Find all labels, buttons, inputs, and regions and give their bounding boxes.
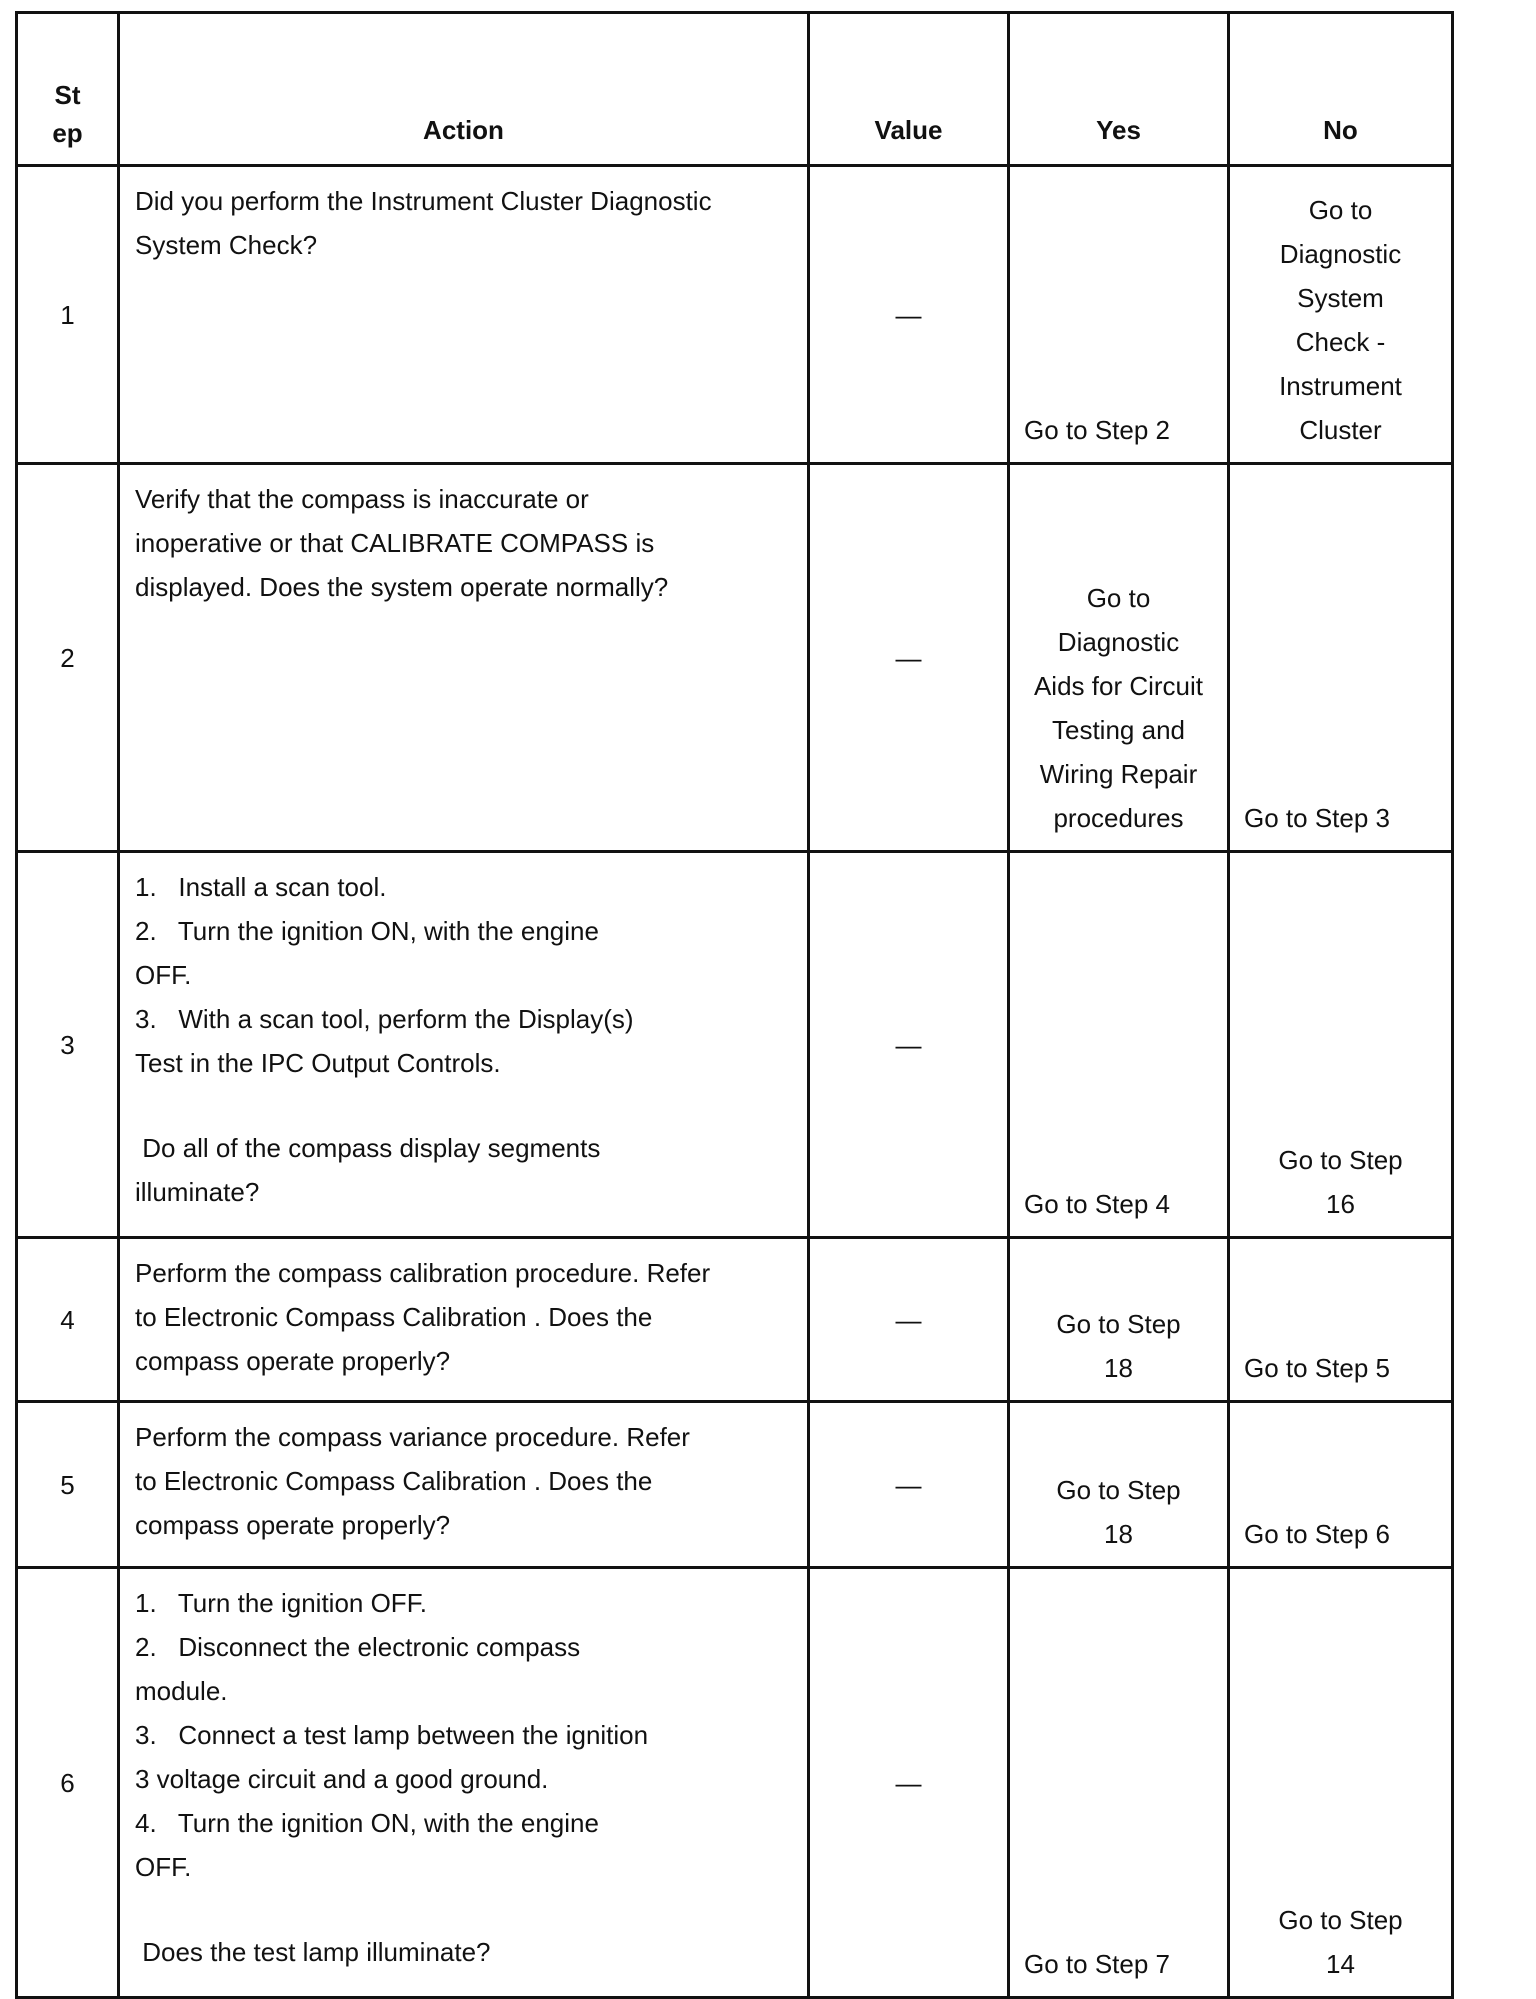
value-cell: — — [809, 852, 1009, 1238]
yes-line: 18 — [1104, 1519, 1133, 1549]
action-line: Do all of the compass display segments — [135, 1133, 601, 1163]
no-line: Go to Step 5 — [1244, 1353, 1390, 1383]
yes-cell — [1009, 464, 1229, 852]
no-line: Go to — [1308, 195, 1373, 225]
no-cell — [1229, 166, 1453, 464]
header-yes: Yes — [1009, 13, 1229, 166]
value-cell: — — [809, 1402, 1009, 1568]
table-row — [17, 166, 1453, 464]
no-cell — [1229, 1402, 1453, 1568]
no-line: Go to Step 3 — [1244, 803, 1390, 833]
yes-line: Go to Step 7 — [1024, 1949, 1170, 1979]
no-cell — [1229, 1238, 1453, 1402]
value-cell: — — [809, 1238, 1009, 1402]
action-cell — [119, 1568, 809, 1998]
no-cell — [1229, 464, 1453, 852]
action-cell — [119, 464, 809, 852]
yes-line: Go to Step 4 — [1024, 1189, 1170, 1219]
yes-line: Go to — [1086, 583, 1151, 613]
header-row — [17, 13, 1453, 166]
yes-cell — [1009, 1568, 1229, 1998]
yes-line: 18 — [1104, 1353, 1133, 1383]
table-row — [17, 1238, 1453, 1402]
action-line: System Check? — [135, 230, 318, 260]
no-line: Cluster — [1299, 415, 1382, 445]
action-line: 4. Turn the ignition ON, with the engine — [135, 1808, 599, 1838]
table-row — [17, 464, 1453, 852]
header-no: No — [1229, 13, 1453, 166]
step-number: 6 — [17, 1568, 119, 1998]
header-step-line-1: St — [54, 80, 81, 110]
yes-line: Wiring Repair — [1039, 759, 1198, 789]
no-line: Go to Step — [1278, 1905, 1403, 1935]
header-value: Value — [809, 13, 1009, 166]
action-line: 3. With a scan tool, perform the Display(s) — [135, 1004, 634, 1034]
action-line: compass operate properly? — [135, 1510, 451, 1540]
action-gap — [135, 1085, 793, 1126]
no-line: Go to Step — [1278, 1145, 1403, 1175]
action-line: to Electronic Compass Calibration . Does the — [135, 1466, 653, 1496]
no-line: Go to Step 6 — [1244, 1519, 1390, 1549]
no-line: Diagnostic — [1279, 239, 1402, 269]
yes-line: Testing and — [1052, 715, 1185, 745]
action-line: 3. Connect a test lamp between the ignition — [135, 1720, 649, 1750]
yes-cell — [1009, 166, 1229, 464]
yes-line: Go to Step 2 — [1024, 415, 1170, 445]
no-line: Check - — [1295, 327, 1386, 357]
action-line: OFF. — [135, 960, 192, 990]
action-line: Does the test lamp illuminate? — [135, 1937, 491, 1967]
header-action: Action — [119, 13, 809, 166]
action-cell — [119, 1402, 809, 1568]
action-line: to Electronic Compass Calibration . Does the — [135, 1302, 653, 1332]
yes-line: Diagnostic — [1057, 627, 1180, 657]
action-line: Verify that the compass is inaccurate or — [135, 484, 589, 514]
yes-cell — [1009, 1238, 1229, 1402]
action-line: 1. Turn the ignition OFF. — [135, 1588, 427, 1618]
action-cell — [119, 852, 809, 1238]
yes-cell — [1009, 852, 1229, 1238]
action-line: 2. Turn the ignition ON, with the engine — [135, 916, 599, 946]
yes-line: Go to Step — [1056, 1475, 1181, 1505]
action-gap — [135, 1889, 793, 1930]
action-line: Test in the IPC Output Controls. — [135, 1048, 501, 1078]
step-number: 4 — [17, 1238, 119, 1402]
table-row — [17, 1568, 1453, 1998]
no-cell — [1229, 1568, 1453, 1998]
action-line: 1. Install a scan tool. — [135, 872, 387, 902]
action-line: displayed. Does the system operate normally? — [135, 572, 669, 602]
yes-line: Go to Step — [1056, 1309, 1181, 1339]
step-number: 3 — [17, 852, 119, 1238]
action-line: illuminate? — [135, 1177, 260, 1207]
no-line: System — [1297, 283, 1384, 313]
action-line: Did you perform the Instrument Cluster Diagnostic — [135, 186, 712, 216]
action-cell — [119, 1238, 809, 1402]
table-row — [17, 852, 1453, 1238]
action-cell — [119, 166, 809, 464]
no-line: 16 — [1326, 1189, 1355, 1219]
no-cell — [1229, 852, 1453, 1238]
action-line: 2. Disconnect the electronic compass — [135, 1632, 581, 1662]
step-number: 5 — [17, 1402, 119, 1568]
action-line: module. — [135, 1676, 228, 1706]
value-cell: — — [809, 464, 1009, 852]
action-line: OFF. — [135, 1852, 192, 1882]
header-step — [17, 13, 119, 166]
action-line: compass operate properly? — [135, 1346, 451, 1376]
action-line: Perform the compass variance procedure. Refer — [135, 1422, 690, 1452]
step-number: 2 — [17, 464, 119, 852]
action-line: 3 voltage circuit and a good ground. — [135, 1764, 549, 1794]
table-row — [17, 1402, 1453, 1568]
yes-line: procedures — [1053, 803, 1184, 833]
action-line: inoperative or that CALIBRATE COMPASS is — [135, 528, 655, 558]
action-line: Perform the compass calibration procedure. Refer — [135, 1258, 711, 1288]
yes-cell — [1009, 1402, 1229, 1568]
no-line: 14 — [1326, 1949, 1355, 1979]
no-line: Instrument — [1279, 371, 1402, 401]
header-step-line-2: ep — [52, 118, 83, 148]
value-cell: — — [809, 166, 1009, 464]
yes-line: Aids for Circuit — [1033, 671, 1204, 701]
diagnostic-table — [15, 11, 1454, 1999]
step-number: 1 — [17, 166, 119, 464]
value-cell: — — [809, 1568, 1009, 1998]
